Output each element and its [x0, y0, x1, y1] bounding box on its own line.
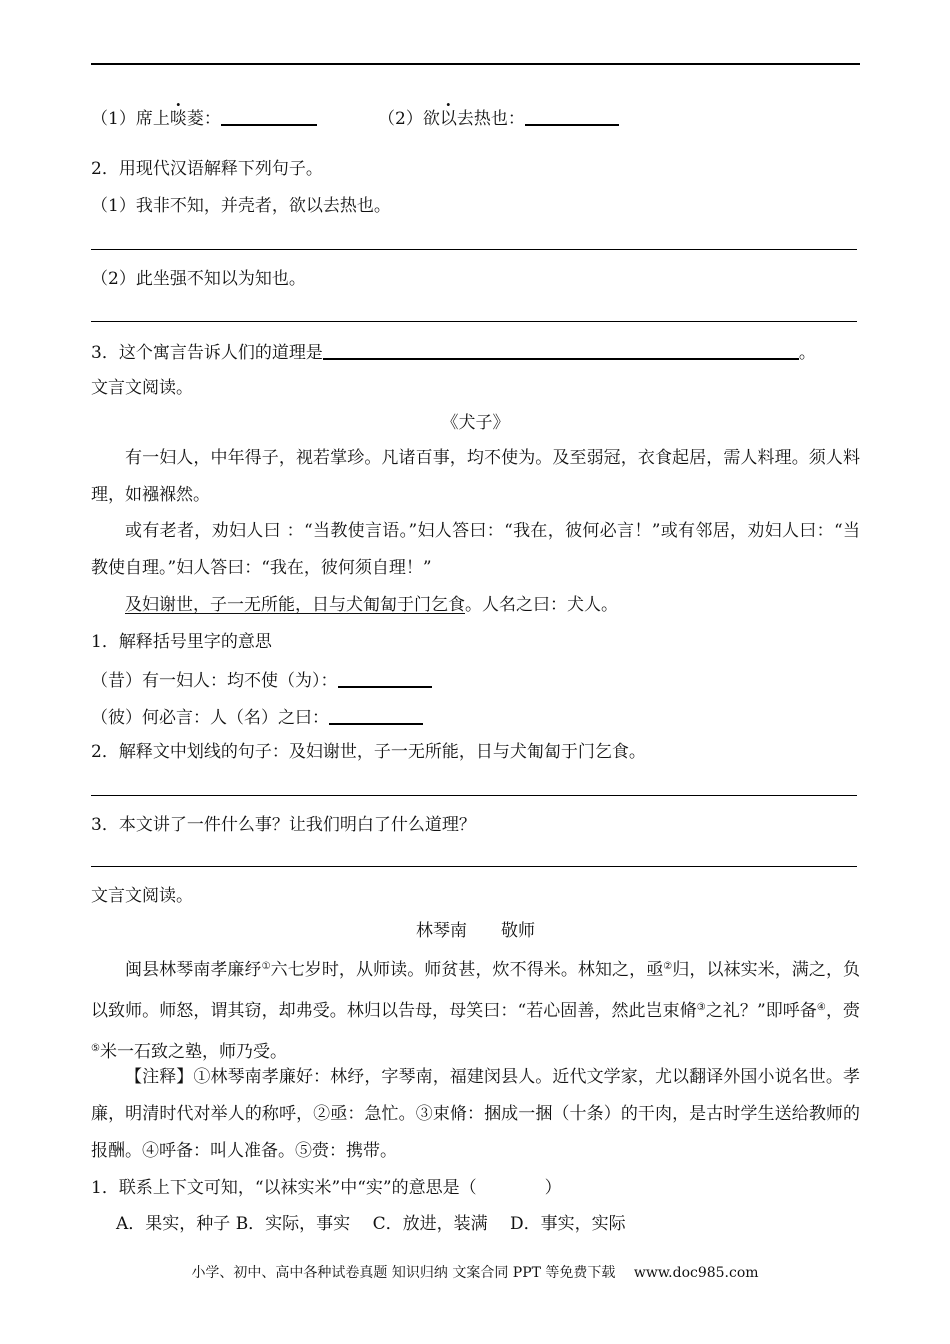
section-heading: 文言文阅读。	[91, 378, 193, 398]
emphasis-dot-char: 啖	[169, 109, 187, 129]
underlined-sentence: 及妇谢世，子一无所能，日与犬匍匐于门乞食	[125, 595, 465, 615]
option-c[interactable]: C．放进，装满	[372, 1214, 488, 1234]
passage-title: 林琴南 敬师	[416, 921, 535, 941]
option-b[interactable]: B．实际，事实	[235, 1214, 351, 1234]
passage-paragraph: 闽县林琴南孝廉纾①六七岁时，从师读。师贫甚，炊不得米。林知之，亟②归，以袜实米，满之，负以致师。师怒，谓其窃，却弗受。林归以告母，母笑曰：“若心固善，然此岂束脩③之礼？”即呼备④，赍⑤米一石致之塾，师乃受。	[91, 960, 861, 1062]
section-heading: 文言文阅读。	[91, 886, 193, 906]
answer-blank[interactable]	[329, 705, 423, 725]
word-item-2: （2）欲以去热也：	[378, 106, 619, 130]
question-2-title: 2．用现代汉语解释下列句子。	[91, 159, 323, 179]
answer-line[interactable]	[91, 795, 857, 796]
answer-blank[interactable]	[221, 106, 317, 126]
passage-paragraph-3: 及妇谢世，子一无所能，日与犬匍匐于门乞食。人名之曰：犬人。	[125, 595, 618, 615]
question-2-1: （1）我非不知，并壳者，欲以去热也。	[91, 196, 391, 216]
question-1-b: （彼）何必言：人（名）之曰：	[91, 705, 423, 729]
answer-line[interactable]	[91, 321, 857, 322]
question-2-2: （2）此坐强不知以为知也。	[91, 269, 306, 289]
answer-line[interactable]	[91, 866, 857, 867]
emphasis-dot-char: 以	[439, 109, 457, 129]
annotation-note: 【注释】①林琴南孝廉好：林纾，字琴南，福建闵县人。近代文学家，尤以翻译外国小说名世。孝廉，明清时代对举人的称呼，②亟：急忙。③束脩：捆成一捆（十条）的干肉，是古时学生送给教师的报酬。④呼备：叫人准备。⑤赍：携带。	[91, 1067, 860, 1161]
answer-blank[interactable]	[323, 340, 799, 360]
option-a[interactable]: A．果实，种子	[116, 1214, 231, 1234]
passage-paragraph-2: 或有老者，劝妇人曰 ：“当教使言语。”妇人答曰：“我在，彼何必言！”或有邻居，劝妇人曰：“当教使自理。”妇人答曰：“我在，彼何须自理！”	[91, 521, 860, 578]
question-3: 3．这个寓言告诉人们的道理是 。	[91, 340, 816, 364]
answer-line[interactable]	[91, 249, 857, 250]
options-row	[116, 1213, 626, 1235]
passage-title: 《犬子》	[441, 413, 510, 433]
question-1-a: （昔）有一妇人：均不使（为）：	[91, 668, 432, 692]
word-item-1: （1）席上啖菱：	[91, 106, 317, 130]
question-2: 2．解释文中划线的句子：及妇谢世，子一无所能，日与犬匍匐于门乞食。	[91, 742, 646, 762]
page-footer: 小学、初中、高中各种试卷真题 知识归纳 文案合同 PPT 等免费下载 www.doc985.com	[191, 1265, 759, 1281]
option-d[interactable]: D．事实，实际	[510, 1214, 626, 1234]
passage-paragraph-1: 有一妇人，中年得子，视若掌珍。凡诸百事，均不使为。及至弱冠，衣食起居，需人料理。须人料理，如襁褓然。	[91, 448, 860, 505]
question-1-title: 1．解释括号里字的意思	[91, 632, 272, 652]
header-rule	[91, 63, 860, 65]
answer-blank[interactable]	[338, 668, 432, 688]
question-1: 1．联系上下文可知，“以袜实米”中“实”的意思是（ ）	[91, 1178, 562, 1198]
question-3: 3．本文讲了一件什么事？让我们明白了什么道理？	[91, 815, 476, 835]
answer-blank[interactable]	[525, 106, 619, 126]
